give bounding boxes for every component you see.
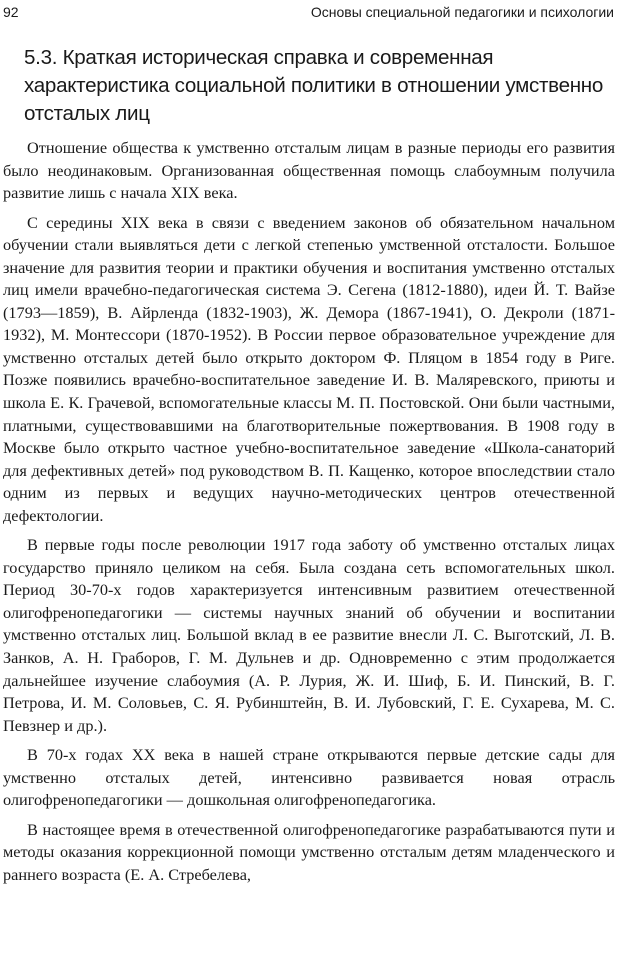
paragraph: В настоящее время в отечественной олигофренопедагогике разрабатываются пути и методы оказания коррекционной помощи умственно отсталым детям младенческого и раннего возраста (Е. А. Стребелева, [3,819,615,884]
paragraph: Отношение общества к умственно отсталым лицам в разные периоды его развития было неодинаковым. Организованная общественная помощь слабоумным получила развитие лишь с начала XIX века. [3,138,615,203]
book-title: Основы специальной педагогики и психологии [310,4,614,20]
running-header [0,2,620,24]
paragraph: С середины XIX века в связи с введением законов об обязательном начальном обучении стали выявляться дети с легкой степенью умственной отсталости. Большое значение для развития теории и практики обучения и воспитания умственно отсталых лиц имели врачебно-педагогическая система Э. Сегена (1812-1880), идеи Й. Т. Вайзе (1793—1859), В. Айрленда (1832-1903), Ж. Демора (1867-1941), О. Декроли (1871-1932), М. Монтессори (1870-1952). В России первое образовательное учреждение для умственно отсталых детей было открыто доктором Ф. Пляцом в 1854 году в Риге. Позже появились врачебно-воспитательное заведение И. В. Маляревского, приюты и школа Е. К. Грачевой, вспомогательные классы М. П. Постовской. Они были частными, платными, существовавшими на благотворительные пожертвования. В 1908 году в Москве было открыто частное учебно-воспитательное заведение «Школа-санаторий для дефективных детей» под руководством В. П. Кащенко, которое впоследствии стало одним из первых и ведущих научно-методических центров отечественной дефектологии. [3,212,615,525]
page-number: 92 [3,4,19,20]
body-text [3,137,615,894]
paragraph: В 70-х годах XX века в нашей стране открываются первые детские сады для умственно отсталых детей, интенсивно развивается новая отрасль олигофренопедагогики — дошкольная олигофренопедагогика. [3,745,615,810]
paragraph: В первые годы после революции 1917 года заботу об умственно отсталых лицах государство приняло целиком на себя. Была создана сеть вспомогательных школ. Период 30-70-х годов характеризуется интенсивным развитием отечественной олигофренопедагогики — системы научных знаний об обучении и воспитании умственно отсталых лиц. Большой вклад в ее развитие внесли Л. С. Выготский, Л. В. Занков, А. Н. Граборов, Г. М. Дульнев и др. Одновременно с этим продолжается дальнейшее изучение слабоумия (А. Р. Лурия, Ж. И. Шиф, Б. И. Пинский, В. Г. Петрова, И. М. Соловьев, С. Я. Рубинштейн, В. И. Лубовский, Г. Е. Сухарева, М. С. Певзнер и др.). [3,535,615,735]
section-heading: 5.3. Краткая историческая справка и современная характеристика социальной политики в отношении умственно отсталых лиц [24,46,604,125]
